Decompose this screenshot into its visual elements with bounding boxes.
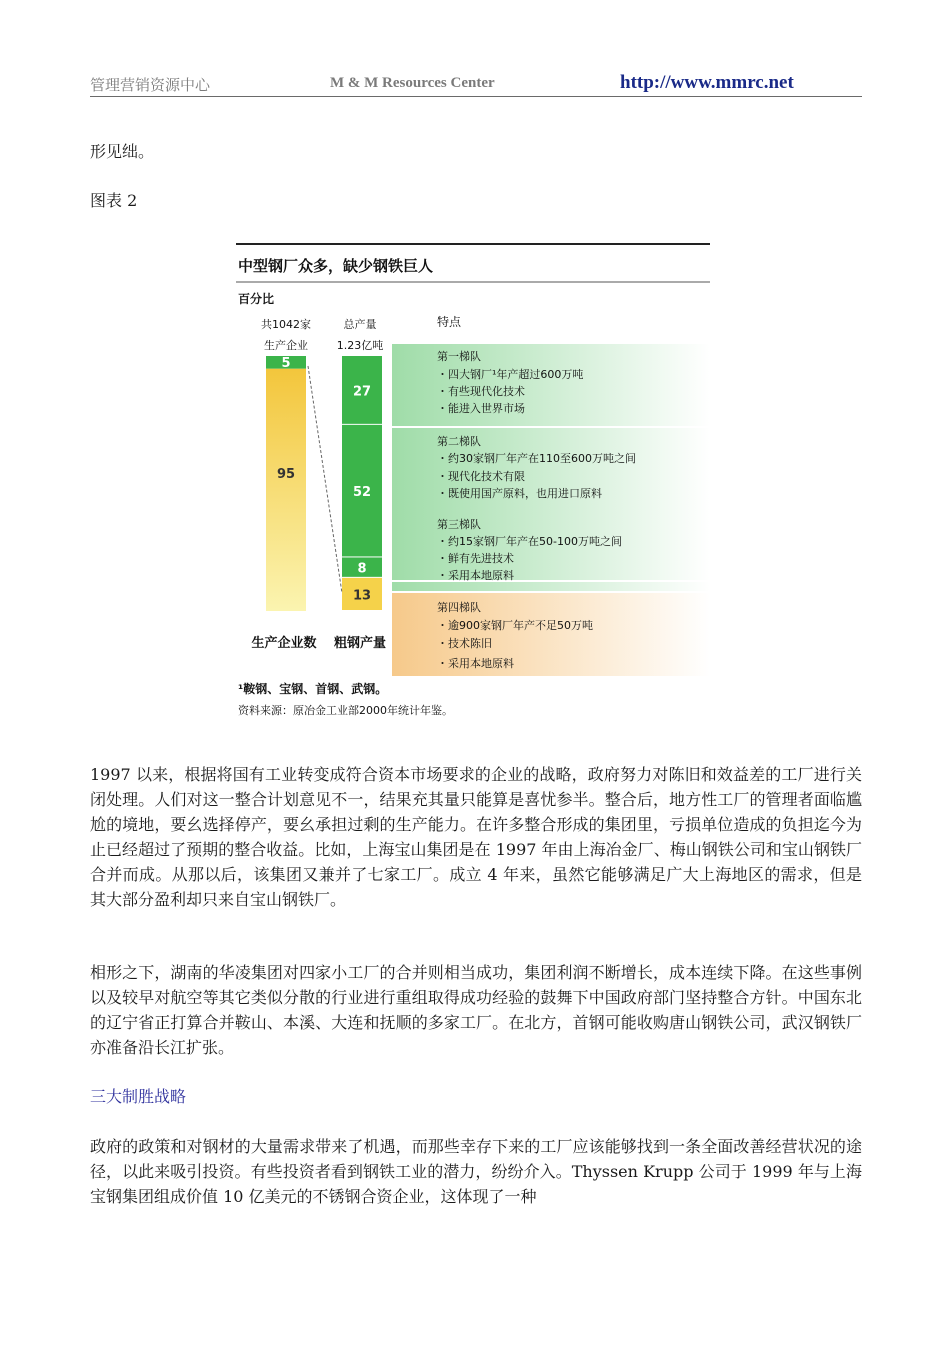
- header-url-link[interactable]: http://www.mmrc.net: [620, 72, 794, 93]
- tier1-bullet-2: ・有些现代化技术: [437, 385, 525, 398]
- bar1-header-line1: 共1042家: [261, 318, 311, 331]
- bar-output-tier4-label: 13: [352, 588, 372, 604]
- tier3-name: 第三梯队: [437, 518, 481, 531]
- category-label-firms: 生产企业数: [251, 636, 317, 651]
- chart-unit-label: 百分比: [238, 292, 275, 306]
- bar2-header-line2: 1.23亿吨: [336, 339, 384, 352]
- bar2-header-line1: 总产量: [343, 318, 377, 331]
- tier4-name: 第四梯队: [437, 601, 481, 614]
- tier1-bullet-1: ・四大钢厂¹年产超过600万吨: [437, 368, 584, 381]
- chart-figure: [232, 236, 714, 728]
- intro-line: 形见绌。: [90, 142, 155, 161]
- bar1-header-line2: 生产企业: [264, 339, 308, 352]
- tier3-bullet-1: ・约15家钢厂年产在50-100万吨之间: [437, 535, 622, 548]
- chart-footnote: ¹鞍钢、宝钢、首钢、武钢。: [238, 682, 388, 696]
- paragraph-2: 相形之下，湖南的华凌集团对四家小工厂的合并则相当成功，集团利润不断增长，成本连续下降。在这些事例以及较早对航空等其它类似分散的行业进行重组取得成功经验的鼓舞下中国政府部门坚持整合方针。中国东北的辽宁省正打算合并鞍山、本溪、大连和抚顺的多家工厂。在北方，首钢可能收购唐山钢铁公司，武汉钢铁厂亦准备沿长江扩张。: [90, 963, 862, 1057]
- section-title: 三大制胜战略: [90, 1087, 187, 1106]
- chart-source: 资料来源：原冶金工业部2000年统计年鉴。: [238, 704, 453, 717]
- tier3-bullet-2: ・鲜有先进技术: [437, 552, 514, 565]
- figure-label: 图表 2: [90, 191, 138, 210]
- bar-output-tier2-label: 52: [352, 485, 372, 501]
- tier2-bullet-2: ・现代化技术有限: [437, 470, 525, 483]
- tier4-bullet-2: ・技术陈旧: [437, 637, 492, 650]
- category-label-output: 粗钢产量: [333, 636, 387, 651]
- paragraph-1: 1997 以来，根据将国有工业转变成符合资本市场要求的企业的战略，政府努力对陈旧和效益差的工厂进行关闭处理。人们对这一整合计划意见不一，结果充其量只能算是喜忧参半。整合后，地方性工厂的管理者面临尴尬的境地，要幺选择停产，要幺承担过剩的生产能力。在许多整合形成的集团里，亏损单位造成的负担迄今为止已经超过了预期的整合收益。比如，上海宝山集团是在 1997 年由上海冶金厂、梅山钢铁公司和宝山钢铁厂合并而成。从那以后，该集团又兼并了七家工厂。成立 4 年来，虽然它能够满足广大上海地区的需求，但是其大部分盈利却只来自宝山钢铁厂。: [90, 765, 862, 909]
- paragraph-3: 政府的政策和对钢材的大量需求带来了机遇，而那些幸存下来的工厂应该能够找到一条全面改善经营状况的途径，以此来吸引投资。有些投资者看到钢铁工业的潜力，纷纷介入。Thyssen Krupp 公司于 1999 年与上海宝钢集团组成价值 10 亿美元的不锈钢合资企业，这体现了一种: [90, 1137, 862, 1206]
- bar-firms-rest: [266, 369, 306, 611]
- bar-output-tier3-label: 8: [357, 561, 367, 577]
- tier2-name: 第二梯队: [437, 435, 481, 448]
- tier1-bullet-3: ・能进入世界市场: [437, 402, 525, 415]
- connector-line: [308, 366, 342, 593]
- tier3-bullet-3: ・采用本地原料: [437, 569, 514, 582]
- tier2-bullet-3: ・既使用国产原料，也用进口原料: [437, 487, 602, 500]
- features-header: 特点: [437, 315, 462, 329]
- chart-title: 中型钢厂众多，缺少钢铁巨人: [238, 257, 434, 275]
- tier4-bullet-3: ・采用本地原料: [437, 657, 514, 670]
- bar-firms-tier1-label: 5: [281, 355, 291, 371]
- band-tier3: [392, 582, 710, 591]
- header-org-cn: 管理营销资源中心: [90, 76, 211, 94]
- tier4-bullet-1: ・逾900家钢厂年产不足50万吨: [437, 619, 593, 632]
- header-org-en: M & M Resources Center: [330, 75, 495, 91]
- tier1-name: 第一梯队: [437, 350, 481, 363]
- bar-firms-rest-label: 95: [276, 466, 296, 482]
- bar-output-tier1-label: 27: [352, 384, 372, 400]
- page-header: [90, 72, 862, 97]
- tier2-bullet-1: ・约30家钢厂年产在110至600万吨之间: [437, 452, 636, 465]
